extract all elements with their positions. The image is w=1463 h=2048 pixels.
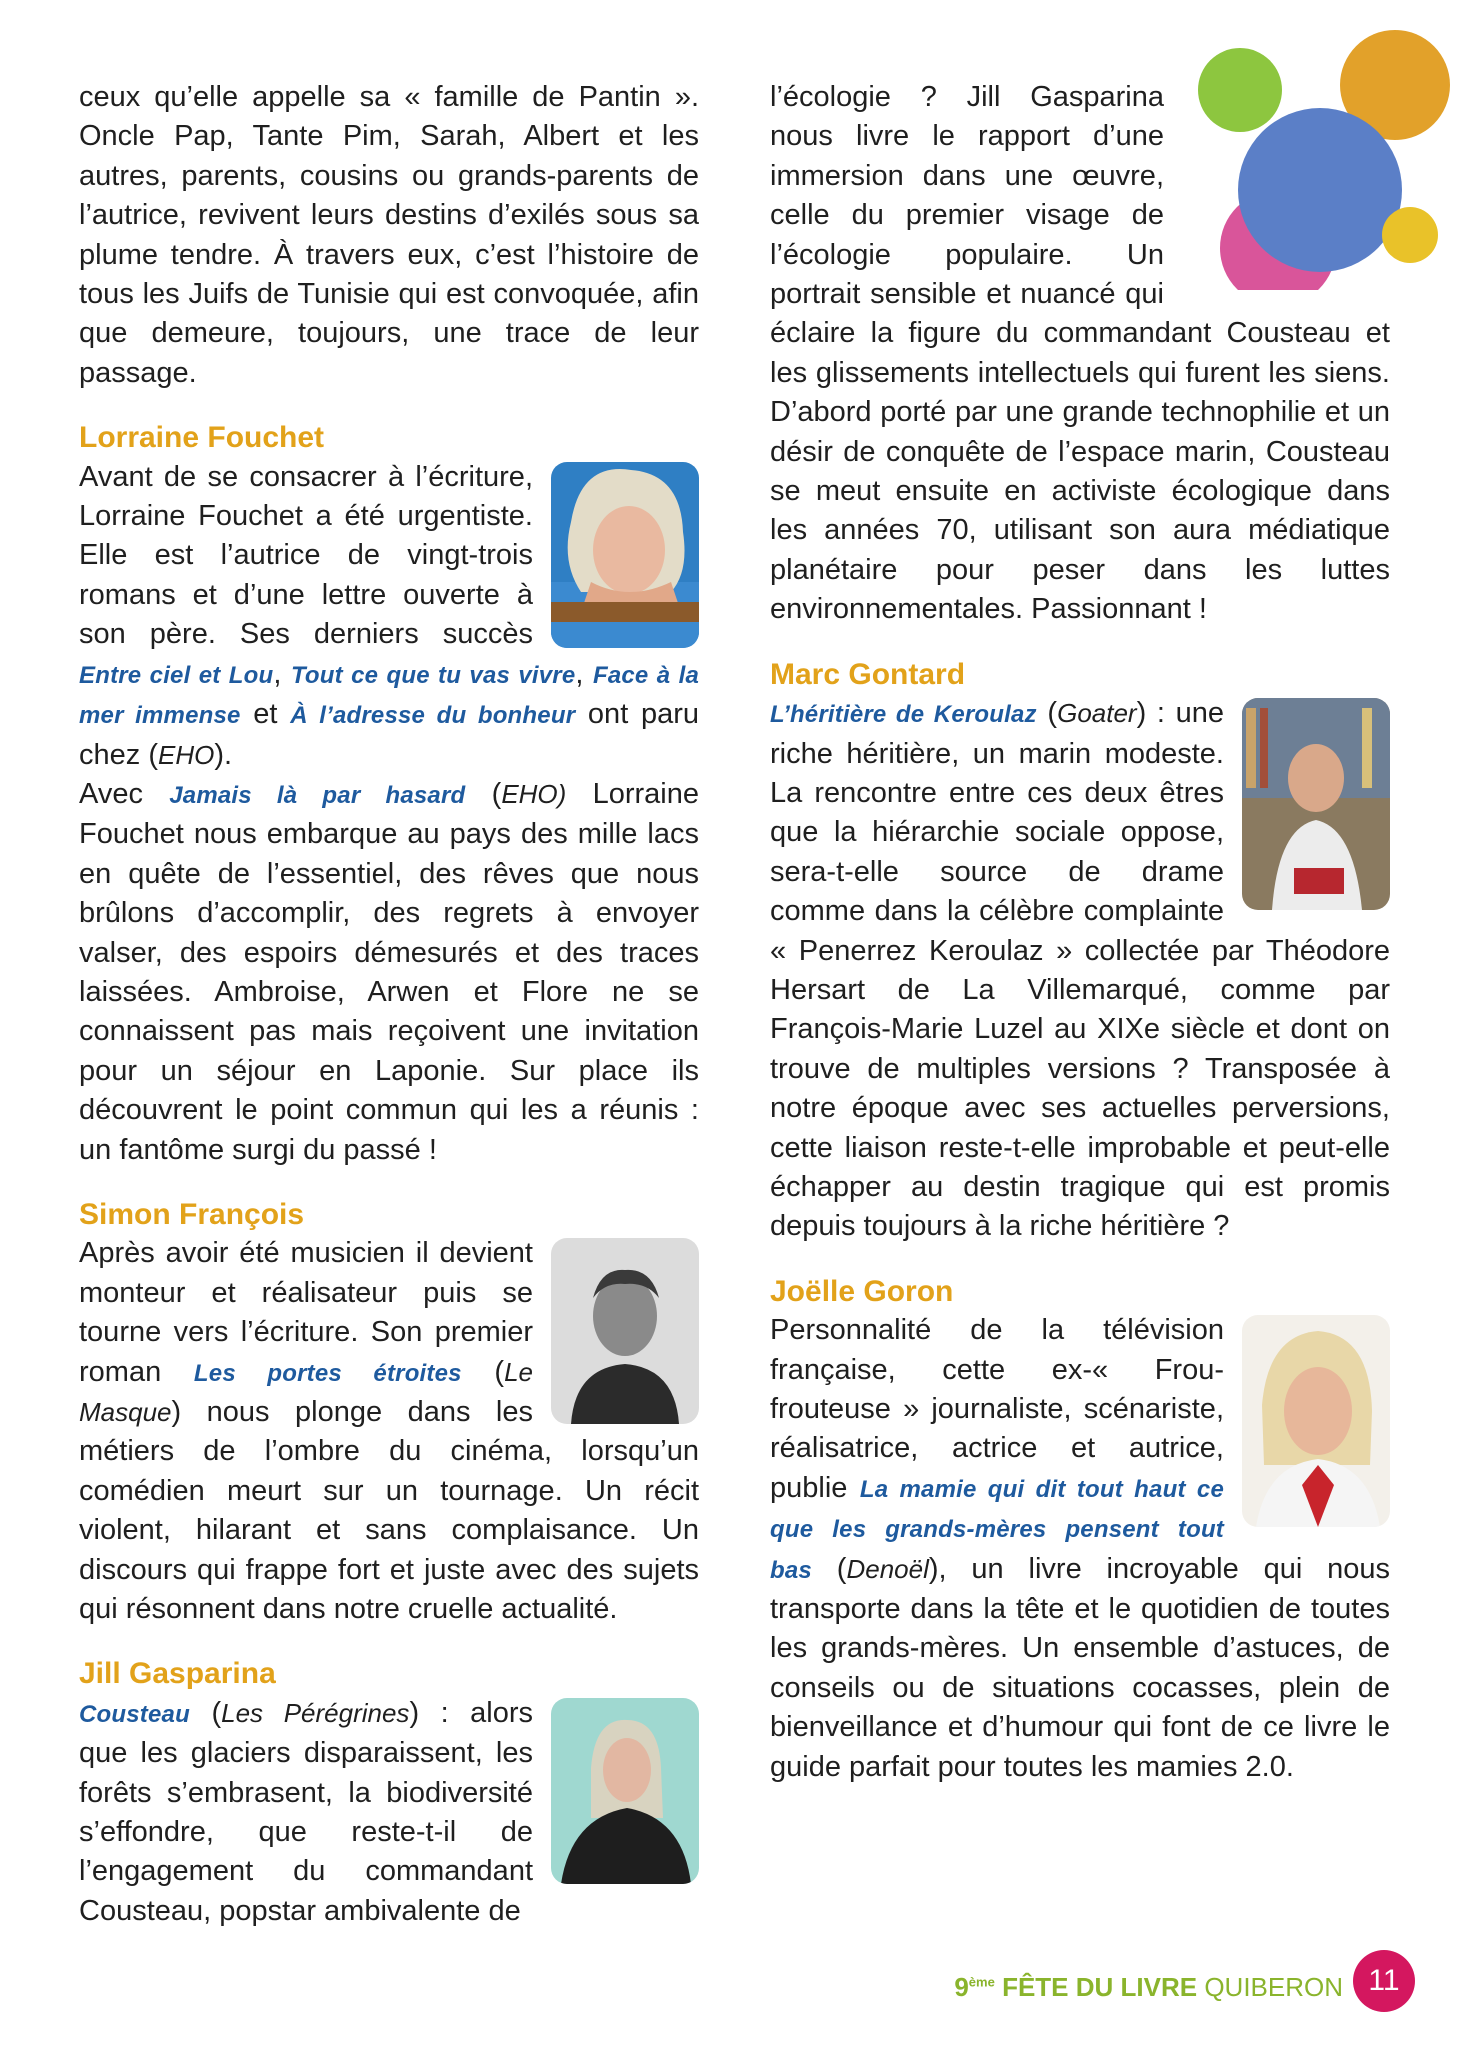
text-run: ), un livre incroyable qui nous transporte dans la tête et le quotidien de toutes les grands-mères. Un ensemble d’astuces, de conseils ou de situations cocasses, plein de bienveillance et d’humour qui font de ce livre le guide parfait pour toutes les mamies 2.0. — [770, 1552, 1390, 1783]
book-title: À l’adresse du bonheur — [290, 702, 576, 730]
fouchet-review — [79, 775, 699, 1170]
author-photo-goron — [1242, 1315, 1390, 1527]
text-run: Lorraine Fouchet nous embarque au pays des mille lacs en quête de l’essentiel, des rêves que nous brûlons d’accomplir, des regrets à envoyer valser, des espoirs démesurés et des traces laissées. Ambroise, Arwen et Flore ne se connaissent pas mais reçoivent une invitation pour un séjour en Laponie. Sur place ils découvrent le point commun qui les a réunis : un fantôme surgi du passé ! — [79, 777, 699, 1166]
text-run: ). — [214, 738, 233, 771]
author-francois — [79, 1195, 699, 1629]
author-name: Joëlle Goron — [770, 1274, 954, 1308]
circle-space — [1164, 78, 1390, 306]
footer-event-name — [954, 1972, 1343, 2003]
text-run: ( — [461, 1355, 505, 1388]
footer-town: QUIBERON — [1204, 1972, 1343, 2002]
author-gontard — [770, 655, 1390, 1247]
text-run: ( — [811, 1552, 847, 1585]
text-run: Après avoir été musicien il devient monteur et réalisateur puis se tourne vers l’écriture. Son premier roman — [79, 1237, 533, 1388]
author-photo-gontard — [1242, 698, 1390, 910]
publisher: EHO — [157, 739, 215, 770]
book-title: Jamais là par hasard — [169, 781, 466, 809]
publisher: Denoël — [846, 1553, 929, 1584]
publisher: EHO) — [501, 778, 567, 809]
text-run: Personnalité de la télévision française, cette ex-« Frou-frouteuse » journaliste, scénariste, réalisatrice, actrice et autrice, publie — [770, 1314, 1224, 1504]
author-name: Simon François — [79, 1197, 305, 1231]
author-name: Jill Gasparina — [79, 1657, 276, 1691]
right-column — [770, 78, 1390, 1787]
footer-edition: 9 — [954, 1972, 969, 2002]
footer-edition-suffix: ème — [968, 1974, 995, 1990]
text-run: ont paru chez ( — [79, 698, 699, 771]
text-run: , — [575, 657, 593, 690]
book-title: Les portes étroites — [193, 1359, 462, 1387]
book-title: Face à la mer immense — [79, 661, 700, 730]
publisher: Les Pérégrines — [221, 1697, 410, 1728]
text-run: et — [240, 698, 291, 731]
book-title: Tout ce que tu vas vivre — [290, 661, 576, 689]
text-run: ) : alors que les glaciers disparaissent, les forêts s’embrasent, la biodiversité s’effondre, que reste-t-il de l’engagement du commandant Cousteau, popstar ambivalente de — [79, 1696, 533, 1927]
author-fouchet — [79, 418, 699, 1170]
book-title: Entre ciel et Lou — [79, 661, 274, 689]
author-name: Lorraine Fouchet — [79, 421, 325, 455]
text-run: ) nous plonge dans les métiers de l’ombre du cinéma, lorsqu’un comédien meurt sur un tournage. Un récit violent, hilarant et sans complaisance. Un discours qui frappe fort et juste avec des sujets qui résonnent dans notre cruelle actualité. — [79, 1396, 699, 1626]
text-run: ) : une riche héritière, un marin modeste. La rencontre entre ces deux êtres que la hiérarchie sociale oppose, sera-t-elle source de drame comme dans la célèbre complainte « Penerrez Keroulaz » collectée par Théodore Hersart de La Villemarqué, comme par François-Marie Luzel au XIXe siècle et dont on trouve de multiples versions ? Transposée à notre époque avec ses actuelles perversions, cette liaison reste-t-elle improbable et peut-elle échapper au destin tragique qui est promis depuis toujours à la riche héritière ? — [770, 697, 1390, 1243]
author-photo-gasparina — [551, 1698, 699, 1884]
author-photo-fouchet — [551, 462, 699, 648]
text-run: ( — [465, 777, 502, 810]
text-run: ( — [189, 1696, 222, 1729]
text-run: ( — [1036, 697, 1058, 730]
page-number-badge: 11 — [1353, 1950, 1415, 2012]
author-goron — [770, 1272, 1390, 1787]
text-run: , — [273, 657, 291, 690]
text-run: Avec — [79, 777, 170, 810]
publisher: Goater — [1057, 698, 1137, 729]
page-footer — [954, 1950, 1463, 2020]
intro-paragraph: ceux qu’elle appelle sa « famille de Pantin ». Oncle Pap, Tante Pim, Sarah, Albert et les autres, parents, cousins ou grands-parents de l’autrice, revivent leurs destins d’exilés sous sa plume tendre. À travers eux, c’est l’histoire de tous les Juifs de Tunisie qui est convoquée, afin que demeure, toujours, une trace de leur passage. — [79, 81, 699, 389]
author-gasparina — [79, 1654, 699, 1931]
book-title: L’héritière de Keroulaz — [770, 701, 1037, 729]
author-name: Marc Gontard — [770, 657, 966, 691]
footer-event: FÊTE DU LIVRE — [1002, 1972, 1198, 2002]
book-title: La mamie qui dit tout haut ce que les grands-mères pensent tout bas — [770, 1475, 1224, 1584]
left-column — [79, 78, 699, 1931]
gasparina-review-continued: l’écologie ? Jill Gasparina nous livre le rapport d’une immersion dans une œuvre, celle du premier visage de l’écologie populaire. Un portrait sensible et nuancé qui éclaire la figure du commandant Cousteau et les glissements intellectuels qui furent les siens. D’abord porté par une grande technophilie et un désir de conquête de l’espace marin, Cousteau se meut ensuite en activiste écologique dans les années 70, utilisant son aura médiatique planétaire pour peser dans les luttes environnementales. Passionnant ! — [770, 81, 1390, 626]
book-title: Cousteau — [79, 1700, 190, 1728]
publisher: Le Masque — [79, 1356, 533, 1427]
author-photo-francois — [551, 1238, 699, 1424]
text-run: Avant de se consacrer à l’écriture, Lorraine Fouchet a été urgentiste. Elle est l’autrice de vingt-trois romans et d’une lettre ouverte à son père. Ses derniers succès — [79, 460, 533, 651]
